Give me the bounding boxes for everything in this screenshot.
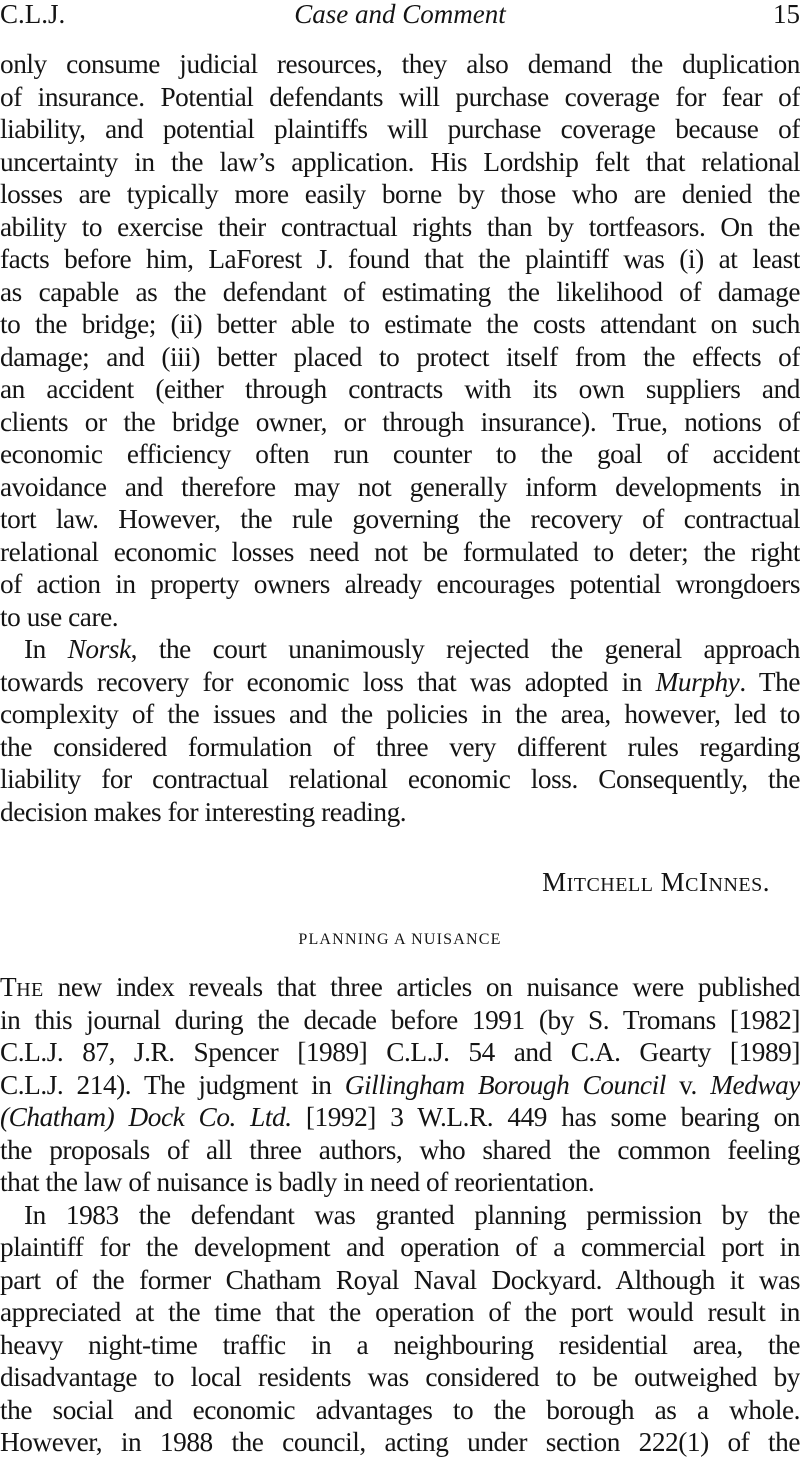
case-name-italic: Gillingham Borough Council bbox=[345, 1070, 666, 1100]
text-line: of insurance. Potential defendants will purchase coverage for fear of bbox=[0, 81, 800, 113]
author-signature: MITCHELL MCINNES. bbox=[542, 866, 770, 901]
text-line: C.L.J. 87, J.R. Spencer [1989] C.L.J. 54 and C.A. Gearty [1989] bbox=[0, 1036, 800, 1068]
text-line: However, in 1988 the council, acting under section 222(1) of the bbox=[0, 1426, 800, 1458]
text-line: clients or the bridge owner, or through insurance). True, notions of bbox=[0, 406, 800, 438]
text-run: towards recovery for economic loss that was adopted in bbox=[0, 667, 656, 697]
text-line: an accident (either through contracts with its own suppliers and bbox=[0, 373, 800, 405]
text-line: uncertainty in the law’s application. His Lordship felt that relational bbox=[0, 146, 800, 178]
text-run: . The bbox=[739, 667, 800, 697]
text-run: C bbox=[685, 874, 699, 896]
case-name-italic: Norsk bbox=[68, 634, 131, 664]
text-line bbox=[0, 1069, 800, 1101]
running-head bbox=[0, 0, 800, 32]
text-run: new index reveals that three articles on nuisance were published bbox=[44, 972, 800, 1002]
text-line: complexity of the issues and the policies in the area, however, led to bbox=[0, 698, 800, 730]
text-line: losses are typically more easily borne by those who are denied the bbox=[0, 178, 800, 210]
text-line: In 1983 the defendant was granted planning permission by the bbox=[24, 1199, 800, 1231]
text-line: relational economic losses need not be formulated to deter; the right bbox=[0, 536, 800, 568]
text-line: only consume judicial resources, they also demand the duplication bbox=[0, 48, 800, 80]
text-line: the considered formulation of three very different rules regarding bbox=[0, 731, 800, 763]
section-title: Case and Comment bbox=[0, 0, 800, 32]
section-heading: PLANNING A NUISANCE bbox=[0, 928, 800, 952]
text-line: decision makes for interesting reading. bbox=[0, 796, 800, 828]
text-line: heavy night-time traffic in a neighbouring residential area, the bbox=[0, 1329, 800, 1361]
text-line: ability to exercise their contractual rights than by tortfeasors. On the bbox=[0, 211, 800, 243]
journal-abbreviation: C.L.J. bbox=[0, 0, 65, 32]
text-line: liability for contractual relational economic loss. Consequently, the bbox=[0, 763, 800, 795]
text-line: economic efficiency often run counter to the goal of accident bbox=[0, 438, 800, 470]
text-run: M bbox=[661, 867, 686, 897]
text-line: appreciated at the time that the operation of the port would result in bbox=[0, 1296, 800, 1328]
text-run: In bbox=[24, 634, 68, 664]
text-line: that the law of nuisance is badly in need of reorientation. bbox=[0, 1166, 800, 1198]
text-line: in this journal during the decade before 1991 (by S. Tromans [1982] bbox=[0, 1004, 800, 1036]
text-run: M bbox=[542, 867, 567, 897]
text-run: HE bbox=[16, 979, 43, 1001]
text-line: damage; and (iii) better placed to protect itself from the effects of bbox=[0, 341, 800, 373]
text-line: liability, and potential plaintiffs will purchase coverage because of bbox=[0, 113, 800, 145]
text-line: facts before him, LaForest J. found that the plaintiff was (i) at least bbox=[0, 243, 800, 275]
text-line: as capable as the defendant of estimating the likelihood of damage bbox=[0, 276, 800, 308]
case-name-italic: (Chatham) Dock Co. Ltd. bbox=[0, 1102, 292, 1132]
text-line bbox=[0, 1101, 800, 1133]
text-line: the social and economic advantages to the borough as a whole. bbox=[0, 1394, 800, 1426]
text-line: avoidance and therefore may not generally inform developments in bbox=[0, 471, 800, 503]
text-line bbox=[0, 971, 800, 1003]
text-run: C.L.J. 214). The judgment in bbox=[0, 1070, 345, 1100]
case-name-italic: Murphy bbox=[656, 667, 740, 697]
text-run: [1992] 3 W.L.R. 449 has some bearing on bbox=[292, 1102, 800, 1132]
text-run: v. bbox=[666, 1070, 710, 1100]
text-line bbox=[0, 666, 800, 698]
text-run: T bbox=[0, 972, 16, 1002]
text-line: to the bridge; (ii) better able to estimate the costs attendant on such bbox=[0, 308, 800, 340]
text-run: ITCHELL bbox=[567, 874, 654, 896]
text-line: tort law. However, the rule governing the recovery of contractual bbox=[0, 503, 800, 535]
text-line: part of the former Chatham Royal Naval Dockyard. Although it was bbox=[0, 1264, 800, 1296]
text-line bbox=[24, 633, 800, 665]
case-name-italic: Medway bbox=[710, 1070, 800, 1100]
text-line: of action in property owners already encourages potential wrongdoers bbox=[0, 568, 800, 600]
page-number: 15 bbox=[773, 0, 800, 32]
text-run: I bbox=[699, 867, 709, 897]
text-line: to use care. bbox=[0, 601, 800, 633]
text-run: , the court unanimously rejected the general approach bbox=[131, 634, 800, 664]
text-run: NNES bbox=[709, 874, 763, 896]
text-line: the proposals of all three authors, who shared the common feeling bbox=[0, 1134, 800, 1166]
text-line: plaintiff for the development and operation of a commercial port in bbox=[0, 1231, 800, 1263]
text-line: disadvantage to local residents was considered to be outweighed by bbox=[0, 1361, 800, 1393]
